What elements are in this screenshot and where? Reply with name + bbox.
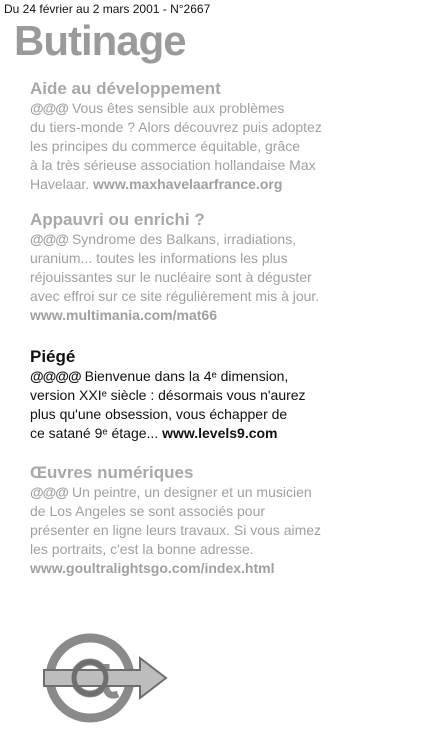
article-line [30,306,413,325]
article-title: Appauvri ou enrichi ? [30,210,205,229]
article-line: avec effroi sur ce site régulièrement mis à jour. [30,288,320,304]
article-url[interactable]: www.multimania.com/mat66 [30,307,217,323]
article-aide-developpement [30,78,413,194]
article-line: les principes du commerce équitable, grâce [30,138,301,154]
article-url[interactable]: www.maxhavelaarfrance.org [93,176,283,192]
rating-icon: @@@ [30,484,68,500]
article-title: Œuvres numériques [30,463,194,482]
article-line: du tiers-monde ? Alors découvrez puis adoptez [30,119,322,135]
article-line: les portraits, c'est la bonne adresse. [30,541,254,557]
article-line: à la très sérieuse association hollandaise Max [30,157,316,173]
article-line: @@@ Un peintre, un designer et un musicien [30,484,312,500]
rating-icon: @@@ [30,100,68,116]
article-line: plus qu'une obsession, vous échapper de [30,406,288,422]
article-line [30,559,413,578]
article-line: présenter en ligne leurs travaux. Si vous aimez [30,522,322,538]
article-line: Havelaar. www.maxhavelaarfrance.org [30,176,283,192]
article-line: réjouissantes sur le nucléaire sont à déguster [30,269,312,285]
article-line: uranium... toutes les informations les plus [30,250,288,266]
article-title: Piégé [30,347,76,366]
article-line: @@@ Syndrome des Balkans, irradiations, [30,231,297,247]
article-line: @@@ Vous êtes sensible aux problèmes [30,100,285,116]
article-line: version XXIᵉ siècle : désormais vous n'aurez [30,387,306,403]
article-line: de Los Angeles se sont associés pour [30,503,266,519]
article-line: ce satané 9ᵉ étage... www.levels9.com [30,425,278,441]
article-title: Aide au développement [30,79,221,98]
rating-icon: @@@ [30,231,68,247]
at-arrow-icon [40,628,170,728]
article-url[interactable]: www.levels9.com [162,425,278,441]
section-title: Butinage [14,17,186,64]
article-line: @@@@ Bienvenue dans la 4ᵉ dimension, [30,368,289,384]
article-oeuvres-numeriques [30,462,413,578]
article-appauvri-enrichi [30,209,413,325]
article-piege [30,346,413,443]
article-url[interactable]: www.goultralightsgo.com/index.html [30,560,275,576]
dateline: Du 24 février au 2 mars 2001 - N°2667 [4,2,211,16]
rating-icon: @@@@ [30,368,81,384]
